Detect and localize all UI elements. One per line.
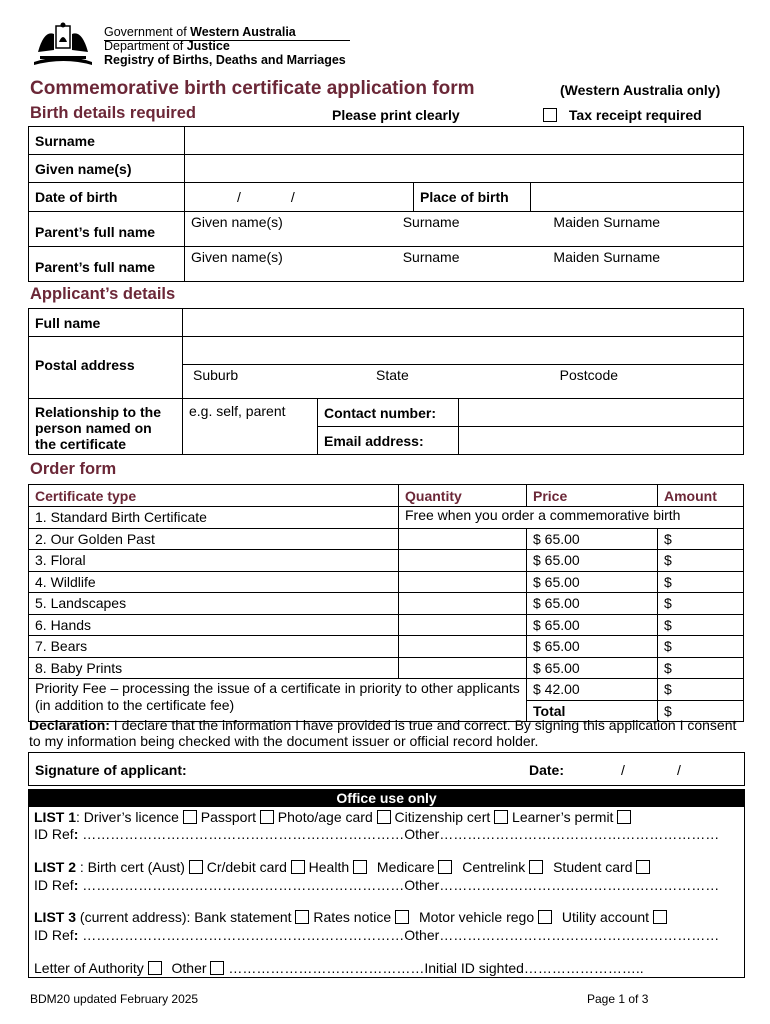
row4-type: 4. Wildlife [29,571,399,593]
list2-label: LIST 2 [34,859,77,875]
row4-amount: $ [658,571,744,593]
dept-name: Justice [186,39,230,53]
row2-amount: $ [658,528,744,550]
order-form-heading: Order form [30,460,117,478]
tax-receipt-label: Tax receipt required [568,107,702,123]
postal-address-line2[interactable] [183,365,744,399]
parent2-field[interactable] [185,247,744,282]
row7-type: 7. Bears [29,636,399,658]
student-card-checkbox[interactable] [636,860,650,874]
list1-other-label: Other [404,826,440,842]
passport-checkbox[interactable] [260,810,274,824]
postal-address-line1[interactable] [183,337,744,365]
learners-permit-checkbox[interactable] [617,810,631,824]
row4-qty[interactable] [399,571,527,593]
dept-prefix: Department of [104,39,187,53]
list2-item-4: Centrelink [462,859,526,875]
page-title: Commemorative birth certificate application form [30,78,475,99]
declaration [29,717,745,749]
parent1-field[interactable] [185,212,744,247]
citizenship-cert-checkbox[interactable] [494,810,508,824]
parent2-label: Parent’s full name [29,247,185,282]
office-use-heading: Office use only [29,790,744,807]
email-field[interactable] [459,427,744,455]
signature-field[interactable] [239,757,519,783]
date-label: Date: [529,762,565,778]
row3-type: 3. Floral [29,550,399,572]
postal-address-label: Postal address [29,337,183,399]
list2-id-dots[interactable]: …………………………………………………………… [78,877,405,893]
row5-qty[interactable] [399,593,527,615]
row7-qty[interactable] [399,636,527,658]
relationship-hint: e.g. self, parent [189,403,286,419]
row7-price: $ 65.00 [527,636,658,658]
list3-item-2: Motor vehicle rego [418,909,535,925]
print-clearly-note: Please print clearly [332,107,460,123]
list1-other-dots[interactable]: …………………………………………………… [439,826,720,842]
tax-receipt-option [543,107,702,123]
list1-id-ref [34,826,719,842]
parent1-given-caption: Given name(s) [191,214,283,230]
dob-sep2: / [290,189,295,205]
registry-name: Registry of Births, Deaths and Marriages [104,53,346,67]
wa-government-crest-logo [30,22,96,68]
contact-number-label: Contact number: [318,399,459,427]
list3-id-ref-colon: : [73,927,79,943]
list3-item-0: (current address): Bank statement [76,909,292,925]
total-label: Total [527,700,658,722]
row6-type: 6. Hands [29,614,399,636]
list1-item-3: Citizenship cert [394,809,491,825]
list2-item-5: Student card [553,859,633,875]
full-name-label: Full name [29,309,183,337]
parent2-maiden-caption: Maiden Surname [553,249,661,265]
list2-item-0: : Birth cert (Aust) [76,859,185,875]
list3-item-1: Rates notice [313,909,392,925]
signature-box [28,752,745,786]
list3-other-label: Other [404,927,440,943]
list1-item-0: : Driver’s licence [76,809,179,825]
total-amount: $ [658,700,744,722]
footer-page-number: Page 1 of 3 [587,992,649,1006]
row2-price: $ 65.00 [527,528,658,550]
dob-field[interactable] [185,183,414,212]
list1-id-ref-colon: : [73,826,79,842]
row3-price: $ 65.00 [527,550,658,572]
list2-other-label: Other [404,877,440,893]
priority-amount: $ [658,679,744,701]
government-branding [104,25,346,67]
list2-item-2: Health [308,859,350,875]
other-checkbox[interactable] [210,961,224,975]
list1-label: LIST 1 [34,809,77,825]
place-of-birth-field[interactable] [531,183,744,212]
footer-version: BDM20 updated February 2025 [30,992,199,1006]
given-names-label: Given name(s) [29,155,185,183]
row5-amount: $ [658,593,744,615]
list2-line [34,859,650,875]
sig-date-sep1: / [621,762,625,778]
row3-amount: $ [658,550,744,572]
centrelink-checkbox[interactable] [529,860,543,874]
other-label: Other [171,960,207,976]
list2-item-3: Medicare [376,859,435,875]
free-note: Free when you order a commemorative birth [399,507,744,529]
row8-price: $ 65.00 [527,657,658,679]
list2-other-dots[interactable]: …………………………………………………… [439,877,720,893]
applicant-table [28,308,744,455]
surname-field[interactable] [185,127,744,155]
letter-of-authority-checkbox[interactable] [148,961,162,975]
col-certificate-type: Certificate type [29,485,399,507]
photo-age-card-checkbox[interactable] [377,810,391,824]
list1-item-1: Passport [200,809,257,825]
postcode-caption: Postcode [559,367,619,383]
initial-id-dots[interactable]: …………………….. [523,960,644,976]
row4-price: $ 65.00 [527,571,658,593]
motor-vehicle-rego-checkbox[interactable] [538,910,552,924]
gov-name: Western Australia [190,25,296,39]
order-table [28,484,744,722]
list3-id-ref [34,927,719,943]
row1-type: 1. Standard Birth Certificate [29,507,399,529]
row5-price: $ 65.00 [527,593,658,615]
dob-sep1: / [237,189,241,205]
priority-price: $ 42.00 [527,679,658,701]
birth-cert-checkbox[interactable] [189,860,203,874]
surname-label: Surname [29,127,185,155]
list1-line [34,809,631,825]
letter-of-authority-label: Letter of Authority [34,960,144,976]
list3-label: LIST 3 [34,909,77,925]
list3-id-ref-label: ID Ref [34,927,74,943]
row2-type: 2. Our Golden Past [29,528,399,550]
priority-fee-text: Priority Fee – processing the issue of a certificate in priority to other applicants (in addition to the certificate fee) [29,679,527,722]
signature-label: Signature of applicant: [35,762,187,778]
parent1-label: Parent’s full name [29,212,185,247]
col-amount: Amount [658,485,744,507]
list1-item-4: Learner’s permit [512,809,614,825]
parent2-surname-caption: Surname [402,249,460,265]
col-price: Price [527,485,658,507]
applicant-heading: Applicant’s details [30,285,176,303]
office-use-box [28,789,745,978]
birth-details-table [28,126,744,282]
list3-line [34,909,667,925]
parent2-given-caption: Given name(s) [191,249,283,265]
given-names-field[interactable] [185,155,744,183]
drivers-licence-checkbox[interactable] [183,810,197,824]
row8-type: 8. Baby Prints [29,657,399,679]
birth-details-heading: Birth details required [30,104,196,122]
health-checkbox[interactable] [353,860,367,874]
gov-prefix: Government of [104,25,191,39]
other-dots[interactable]: …………………………………… [228,960,425,976]
declaration-text: I declare that the information I have provided is true and correct. By signing this application I consent to my information being checked with the document issuer or official record holder. [29,717,737,749]
relationship-label: Relationship to the person named on the certificate [29,399,183,455]
row8-amount: $ [658,657,744,679]
bank-statement-checkbox[interactable] [295,910,309,924]
row7-amount: $ [658,636,744,658]
col-quantity: Quantity [399,485,527,507]
initial-id-label: Initial ID sighted [424,960,524,976]
parent1-maiden-caption: Maiden Surname [553,214,661,230]
state-caption: State [376,367,409,383]
authority-line [34,960,644,976]
rates-notice-checkbox[interactable] [395,910,409,924]
row6-amount: $ [658,614,744,636]
medicare-checkbox[interactable] [438,860,452,874]
list3-other-dots[interactable]: …………………………………………………… [439,927,720,943]
list1-id-ref-label: ID Ref [34,826,74,842]
row6-qty[interactable] [399,614,527,636]
row6-price: $ 65.00 [527,614,658,636]
relationship-field[interactable] [183,399,318,455]
header-rule [104,40,350,41]
list3-id-dots[interactable]: …………………………………………………………… [78,927,405,943]
row5-type: 5. Landscapes [29,593,399,615]
cr-debit-card-checkbox[interactable] [291,860,305,874]
list2-id-ref-colon: : [73,877,79,893]
full-name-field[interactable] [183,309,744,337]
contact-number-field[interactable] [459,399,744,427]
wa-only-note: (Western Australia only) [560,82,721,98]
list3-item-3: Utility account [561,909,650,925]
suburb-caption: Suburb [193,367,239,383]
dob-label: Date of birth [29,183,185,212]
list1-item-2: Photo/age card [277,809,373,825]
parent1-surname-caption: Surname [402,214,460,230]
email-label: Email address: [318,427,459,455]
list2-item-1: Cr/debit card [206,859,287,875]
list2-id-ref-label: ID Ref [34,877,74,893]
list1-id-dots[interactable]: …………………………………………………………… [78,826,405,842]
utility-account-checkbox[interactable] [653,910,667,924]
list2-id-ref [34,877,719,893]
sig-date-sep2: / [677,762,681,778]
row8-qty[interactable] [399,657,527,679]
place-of-birth-label: Place of birth [414,183,531,212]
row2-qty[interactable] [399,528,527,550]
declaration-label: Declaration: [29,717,110,733]
row3-qty[interactable] [399,550,527,572]
tax-receipt-checkbox[interactable] [543,108,557,122]
